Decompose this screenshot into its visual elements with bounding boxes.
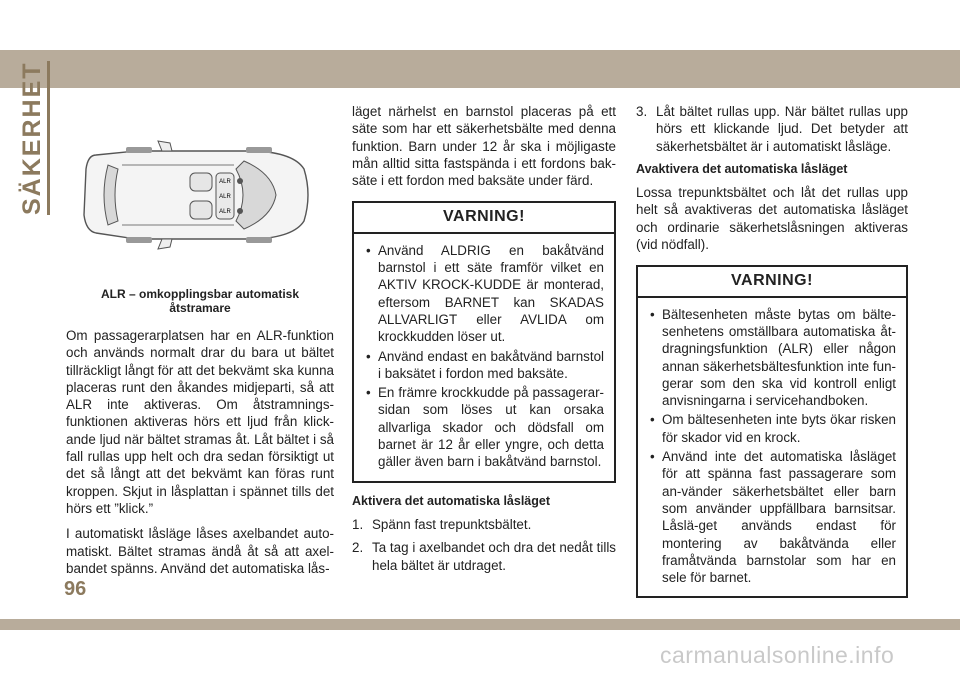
list-item: 2. Ta tag i axelbandet och dra det nedåt tills hela bältet är utdraget. xyxy=(352,540,616,573)
paragraph: läget närhelst en barnstol placeras på ett säte som har ett säkerhetsbälte med denna funktion. Barn under 12 år ska i möjligaste mån alltid sitta fastspända i ett fordons bak-säte i ett fordon med baksäte under färd. xyxy=(352,104,616,189)
alr-label-2: ALR xyxy=(219,194,231,200)
warning-item: • En främre krockkudde på passagerar-sidan som löses ut kan orsaka allvarliga skador och dödsfall om barnet är 12 år eller yngre, och detta gäller även barn i bakåtvänd barnstol. xyxy=(366,384,604,470)
warning-box xyxy=(636,265,908,598)
paragraph: I automatiskt låsläge låses axelbandet auto-matiskt. Bältet stramas ändå åt så att axel-bandet spänns. Använd det automatiska lås- xyxy=(66,526,334,576)
alr-label-3: ALR xyxy=(219,209,231,215)
warning-item: • Använd ALDRIG en bakåtvänd barnstol i ett säte framför vilket en AKTIV KROCK-KUDDE är monterad, eftersom BARNET kan SKADAS ALLVARLIGT eller AVLIDA om krockkudden löser ut. xyxy=(366,242,604,346)
warning-item: • Bältesenheten måste bytas om bälte-senhetens omställbara automatiska åt-dragningsfunktion (ALR) eller någon annan säkerhetsbältesfunktion inte fun-gerar som den ska vid kontroll enligt anvisningarna i servicehandboken. xyxy=(650,306,896,410)
column-2 xyxy=(352,103,616,580)
car-diagram xyxy=(66,103,334,281)
watermark: carmanualsonline.info xyxy=(660,642,895,668)
warning-item: • Om bältesenheten inte byts ökar risken för skador vid en krock. xyxy=(650,411,896,446)
footer-band xyxy=(0,619,960,630)
step-list xyxy=(636,103,908,155)
warning-item: • Använd inte det automatiska låsläget för att spänna fast passagerare som an-vänder säkerhetsbältet eller barn som använder uppfällbara barnsitsar. Låslä-get används endast för montering av bakåtvända eller framåtvända barnstolar som har en sele för barnet. xyxy=(650,448,896,586)
paragraph: Lossa trepunktsbältet och låt det rullas upp helt så avaktiveras det automatiska låsläget och ordinarie säkerhetslåsningen aktiveras (vid nödfall). xyxy=(636,185,908,253)
column-1 xyxy=(66,103,334,585)
warning-title: VARNING! xyxy=(354,203,614,233)
figure-caption: ALR – omkopplingsbar automatisk åtstramare xyxy=(100,287,300,315)
warning-box xyxy=(352,201,616,482)
column-3 xyxy=(636,103,908,608)
subheading: Aktivera det automatiska låsläget xyxy=(352,493,550,508)
subheading: Avaktivera det automatiska låsläget xyxy=(636,161,848,176)
paragraph: Om passagerarplatsen har en ALR-funktion och används normalt drar du bara ut bältet tillräckligt långt för att det bekvämt ska kunna placeras runt den åkandes midjeparti, så att ALR inte aktiveras. Om åtstramnings-funktionen aktiveras hörs ett ljud från klick-ande ljud när bältet stramas åt. Låt bältet i så fall rullas upp helt och dra sedan försiktigt ut det så långt att det bekvämt kan föras runt kroppen. Skjut in låsplattan i spännet tills det hörs ett ”klick.” xyxy=(66,328,334,516)
section-title: SÄKERHET xyxy=(18,61,47,215)
warning-item: • Använd endast en bakåtvänd barnstol i baksätet i fordon med baksäte. xyxy=(366,348,604,383)
list-item: 1. Spänn fast trepunktsbältet. xyxy=(352,516,532,532)
car-top-view-illustration xyxy=(66,103,334,281)
step-list xyxy=(352,516,616,574)
list-item: 3. Låt bältet rullas upp. När bältet rullas upp hörs ett klickande ljud. Det betyder att säkerhetsbältet är i automatiskt låsläge. xyxy=(636,104,908,154)
header-band xyxy=(0,50,960,88)
alr-label-1: ALR xyxy=(219,179,231,185)
page-number: 96 xyxy=(64,578,87,600)
warning-title: VARNING! xyxy=(638,267,906,297)
